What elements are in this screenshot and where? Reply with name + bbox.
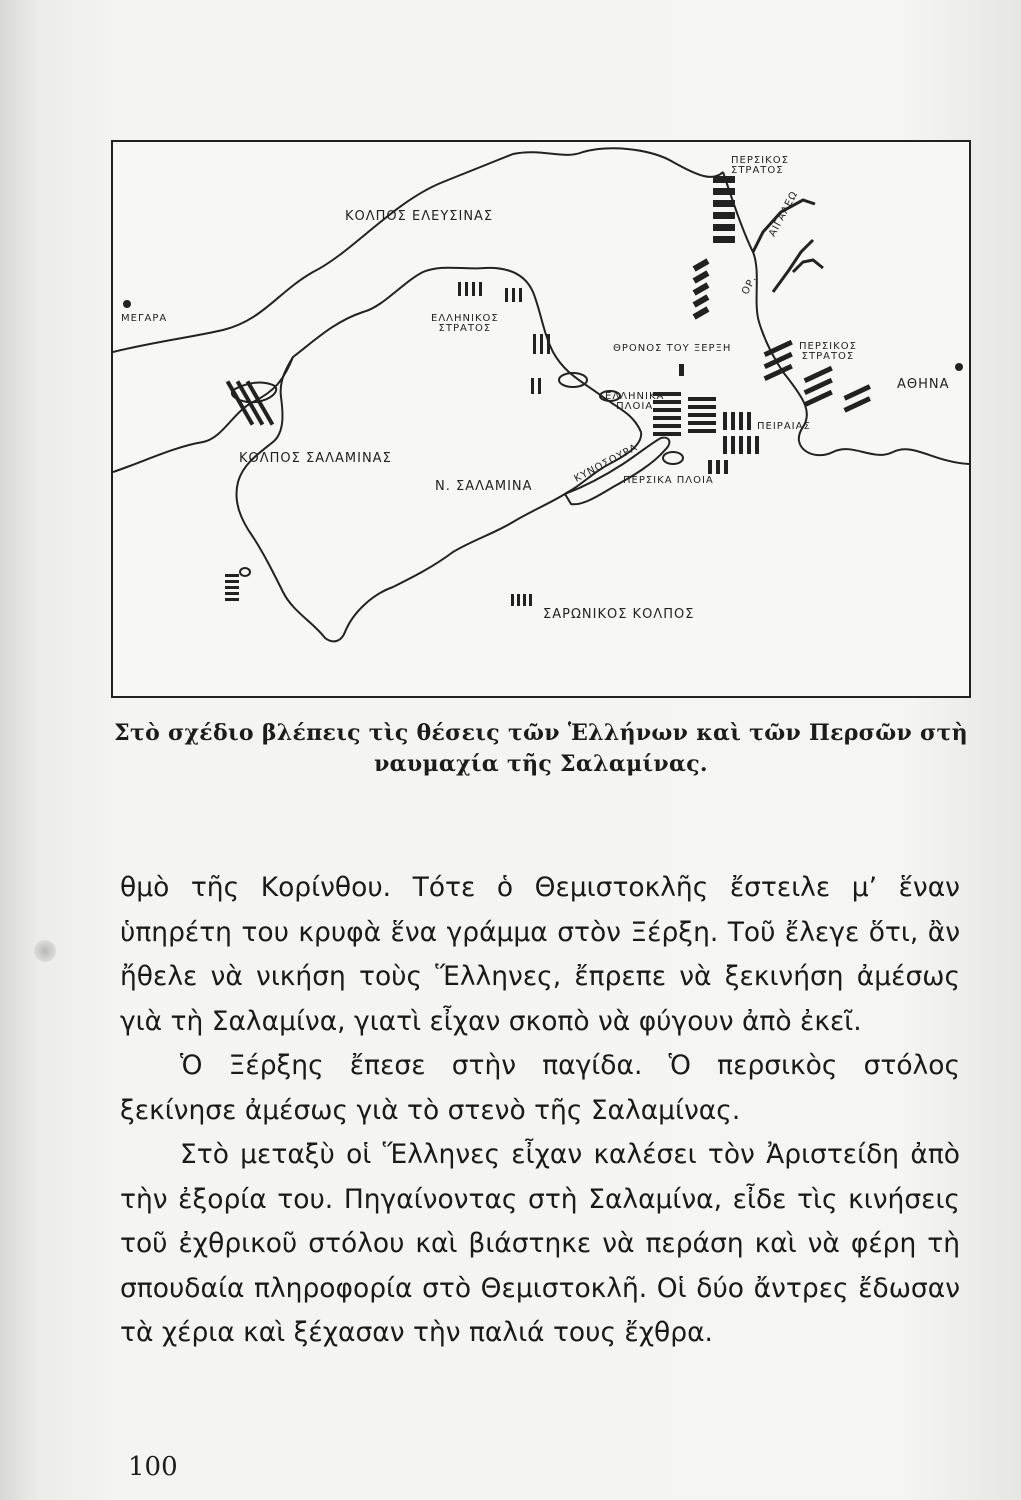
- label-greek-ships: ΕΛΛΗΝΙΚΑ ΠΛΟΙΑ: [605, 391, 665, 412]
- paper-stain: [34, 940, 56, 962]
- label-persian-army-right: ΠΕΡΣΙΚΟΣ ΣΤΡΑΤΟΣ: [799, 341, 857, 362]
- label-xerxes-throne: ΘΡΟΝΟΣ ΤΟΥ ΞΕΡΞΗ: [613, 343, 732, 354]
- paragraph-3: Στὸ μεταξὺ οἱ Ἕλληνες εἶχαν καλέσει τὸν Ἀριστείδη ἀπὸ τὴν ἐξορία του. Πηγαίνοντας στὴ Σαλαμίνα, εἶδε τὶς κινήσεις τοῦ ἐχθρικοῦ στόλου καὶ βιάστηκε νὰ περάση καὶ νὰ φέρη τὴ σπουδαία πληροφορία στὸ Θεμιστοκλῆ. Οἱ δύο ἄντρες ἔδωσαν τὰ χέρια καὶ ξέχασαν τὴν παλιά τους ἔχθρα.: [120, 1139, 960, 1348]
- aigaleo-ridge-2: [773, 240, 813, 292]
- throne-marker: [679, 364, 684, 376]
- page-number: 100: [128, 1452, 178, 1482]
- label-athens: ΑΘΗΝΑ: [897, 377, 950, 392]
- label-gulf-salamis: ΚΟΛΠΟΣ ΣΑΛΑΜΙΝΑΣ: [239, 451, 392, 466]
- map-drawing: [113, 142, 969, 696]
- label-greek-army: ΕΛΛΗΝΙΚΟΣ ΣΤΡΑΤΟΣ: [431, 313, 499, 334]
- label-gulf-eleusis: ΚΟΛΠΟΣ ΕΛΕΥΣΙΝΑΣ: [345, 209, 494, 224]
- map-caption: Στὸ σχέδιο βλέπεις τὶς θέσεις τῶν Ἑλλήνων καὶ τῶν Περσῶν στὴ ναυμαχία τῆς Σαλαμίνας.: [114, 720, 968, 777]
- islet-3: [240, 568, 250, 576]
- battle-map: [111, 140, 971, 698]
- paragraph-2: Ὁ Ξέρξης ἔπεσε στὴν παγίδα. Ὁ περσικὸς στόλος ξεκίνησε ἀμέσως γιὰ τὸ στενὸ τῆς Σαλαμίνας.: [120, 1050, 960, 1126]
- label-megara: ΜΕΓΑΡΑ: [121, 313, 168, 324]
- label-persian-ships: ΠΕΡΣΙΚΑ ΠΛΟΙΑ: [623, 475, 714, 486]
- label-salamis-island: Ν. ΣΑΛΑΜΙΝΑ: [435, 479, 533, 494]
- body-text: [120, 866, 960, 1356]
- label-kynosoura: ΚΥΝΟΣΟΥΡΑ: [572, 442, 640, 485]
- label-oros: ΟΡ.: [740, 273, 760, 297]
- persian-army-top-units: [693, 176, 735, 320]
- label-saronic-gulf: ΣΑΡΩΝΙΚΟΣ ΚΟΛΠΟΣ: [543, 607, 695, 622]
- label-aigaleo: ΑΙΓΑΛΕΩ: [767, 189, 801, 239]
- coastline-north: [113, 148, 723, 352]
- athens-dot: [955, 363, 963, 371]
- megara-dot: [123, 300, 131, 308]
- paragraph-1: θμὸ τῆς Κορίνθου. Τότε ὁ Θεμιστοκλῆς ἔστειλε μ’ ἕναν ὑπηρέτη του κρυφὰ ἕνα γράμμα στὸν Ξέρξη. Τοῦ ἔλεγε ὅτι, ἂν ἤθελε νὰ νικήση τοὺς Ἕλληνες, ἔπρεπε νὰ ξεκινήση ἀμέσως γιὰ τὴ Σαλαμίνα, γιατὶ εἶχαν σκοπὸ νὰ φύγουν ἀπὸ ἐκεῖ.: [120, 872, 960, 1037]
- label-piraeus: ΠΕΙΡΑΙΑΣ: [757, 421, 811, 432]
- psyttaleia-islet: [663, 452, 683, 464]
- label-persian-army-top: ΠΕΡΣΙΚΟΣ ΣΤΡΑΤΟΣ: [731, 155, 789, 176]
- aigaleo-ridge-3: [793, 260, 823, 272]
- persian-ships-units: [225, 412, 759, 606]
